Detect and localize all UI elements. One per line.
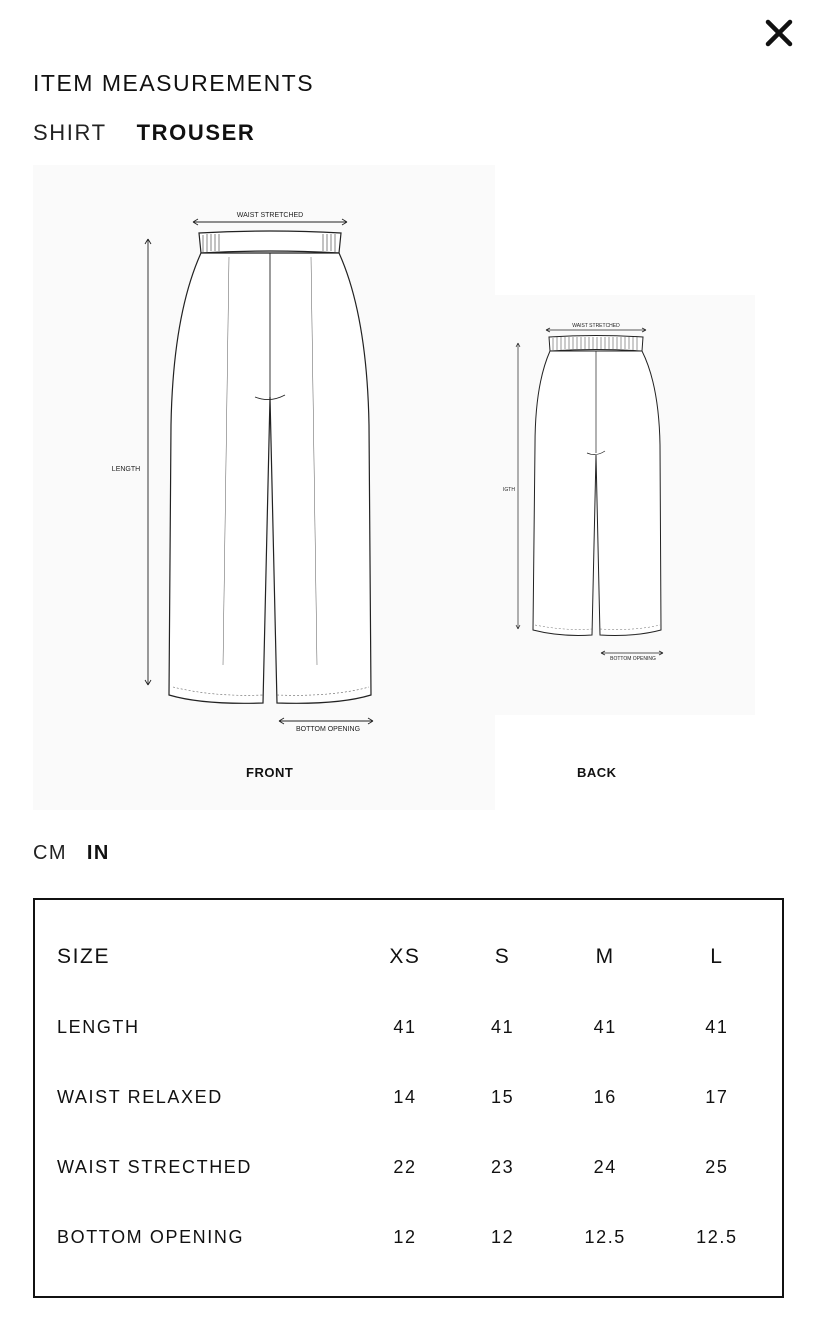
table-cell: 12 <box>490 1226 515 1247</box>
tab-shirt[interactable]: SHIRT <box>33 120 107 145</box>
measurement-illustration <box>33 165 793 810</box>
size-l-header: L <box>710 945 724 968</box>
front-length-label: LENGTH <box>111 466 141 473</box>
table-cell: 25 <box>705 1156 729 1177</box>
size-xs-header: XS <box>389 945 421 968</box>
back-waist-stretched-label: WAIST STRETCHED <box>572 323 620 329</box>
garment-tabs <box>33 120 255 146</box>
table-cell: 24 <box>593 1156 617 1177</box>
unit-cm[interactable]: CM <box>33 842 67 864</box>
front-trouser-drawing <box>33 165 495 810</box>
table-cell: 41 <box>393 1016 417 1037</box>
back-length-label: IGTH <box>503 487 515 493</box>
table-header-row <box>57 922 782 992</box>
table-row <box>57 1062 782 1132</box>
table-cell: 41 <box>593 1016 617 1037</box>
table-cell: 41 <box>705 1016 729 1037</box>
table-cell: 17 <box>705 1086 729 1107</box>
table-row <box>57 1132 782 1202</box>
front-view-label: FRONT <box>246 765 294 780</box>
front-waist-stretched-label: WAIST STRETCHED <box>236 212 304 219</box>
row-label: LENGTH <box>57 1016 140 1037</box>
size-table <box>57 922 782 1272</box>
size-header: SIZE <box>57 945 111 968</box>
back-view-label: BACK <box>577 765 617 780</box>
table-row <box>57 1202 782 1272</box>
front-bottom-opening-label: BOTTOM OPENING <box>295 726 361 733</box>
back-trouser-drawing <box>495 295 755 715</box>
row-label: BOTTOM OPENING <box>57 1226 245 1247</box>
close-icon <box>760 14 798 52</box>
table-row <box>57 992 782 1062</box>
table-cell: 15 <box>490 1086 515 1107</box>
close-button[interactable] <box>760 14 798 52</box>
back-bottom-opening-label: BOTTOM OPENING <box>610 656 656 662</box>
table-cell: 12.5 <box>584 1226 626 1247</box>
page-title: ITEM MEASUREMENTS <box>33 70 315 96</box>
row-label: WAIST STRECTHED <box>57 1156 253 1177</box>
size-m-header: M <box>595 945 615 968</box>
unit-in[interactable]: IN <box>86 842 110 864</box>
table-cell: 23 <box>490 1156 515 1177</box>
row-label: WAIST RELAXED <box>57 1086 223 1107</box>
tab-trouser[interactable]: TROUSER <box>136 120 256 145</box>
table-cell: 22 <box>393 1156 417 1177</box>
size-s-header: S <box>494 945 511 968</box>
table-cell: 12 <box>393 1226 417 1247</box>
size-chart <box>33 898 784 1298</box>
unit-toggle <box>33 842 110 865</box>
table-cell: 16 <box>593 1086 617 1107</box>
table-cell: 12.5 <box>696 1226 738 1247</box>
table-cell: 14 <box>393 1086 417 1107</box>
table-cell: 41 <box>490 1016 515 1037</box>
